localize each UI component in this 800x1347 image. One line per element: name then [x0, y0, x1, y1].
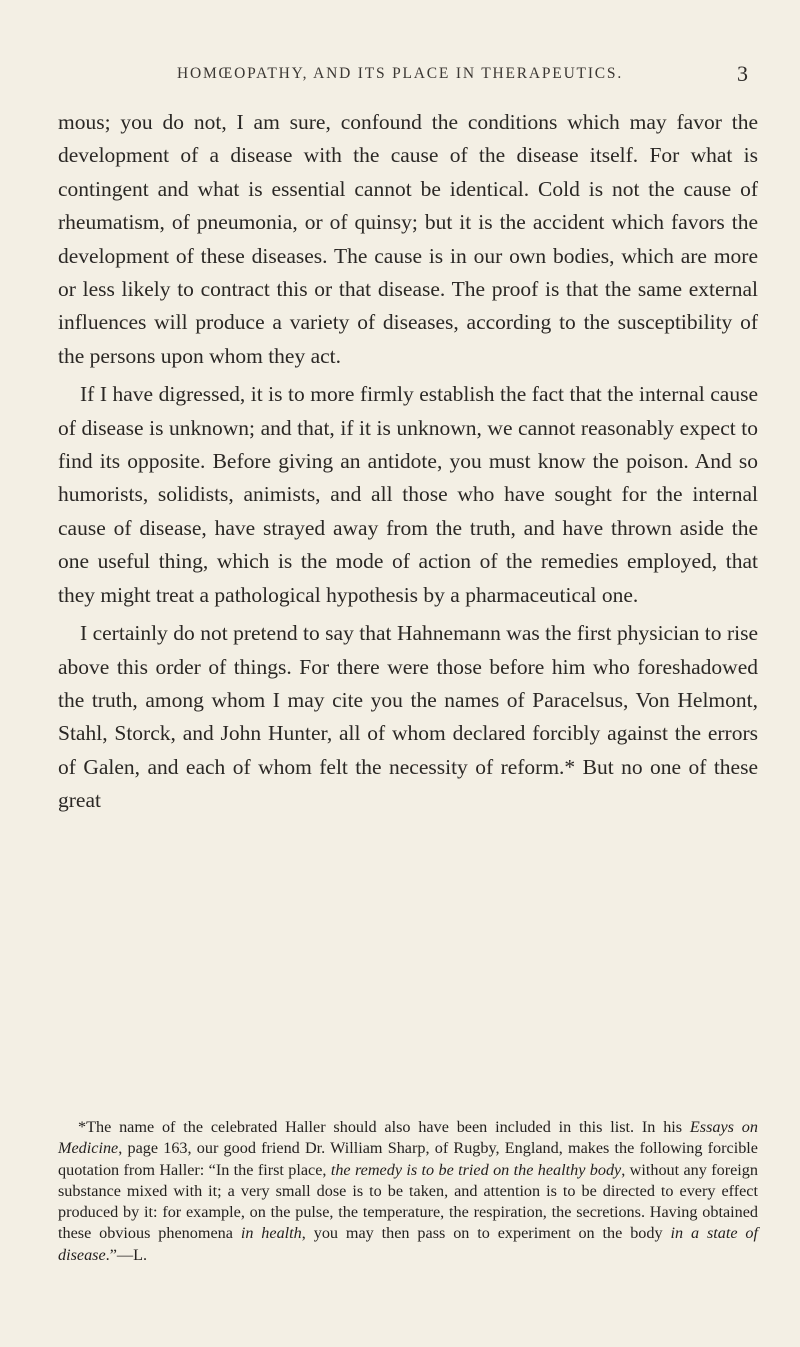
footnote-part: *The name of the celebrated Haller should also have been included in this list. In his: [78, 1118, 690, 1136]
page-number: 3: [737, 61, 748, 86]
footnote: [58, 1117, 758, 1266]
footnote-text: [58, 1117, 758, 1266]
paragraph-continued: mous; you do not, I am sure, confound the conditions which may favor the development of a disease with the cause of the disease itself. For what is contingent and what is essential cannot be identical. Cold is not the cause of rheumatism, of pneumonia, or of quinsy; but it is the accident which favors the development of these diseases. The cause is in our own bodies, which are more or less likely to contract this or that disease. The proof is that the same external influences will produce a variety of diseases, according to the susceptibility of the persons upon whom they act.: [58, 110, 758, 368]
footnote-book-title: Essays on Medicine: [58, 1118, 758, 1158]
body-text: [58, 106, 758, 818]
footnote-emphasis: in a state of disease: [58, 1224, 759, 1264]
running-head: [0, 62, 800, 86]
paragraph: If I have digressed, it is to more firmly establish the fact that the internal cause of disease is unknown; and that, if it is unknown, we cannot reasonably expect to find its opposite. Before giving an antidote, you must know the poison. And so humorists, solidists, animists, and all those who have sought for the internal cause of disease, have strayed away from the truth, and have thrown aside the one useful thing, which is the mode of action of the remedies employed, that they might treat a pathological hypothesis by a pharmaceutical one.: [58, 382, 758, 607]
footnote-part: , page 163, our good friend Dr. William Sharp, of Rugby, England, makes the following forcible quotation from Haller: “In the first place,: [58, 1139, 758, 1179]
footnote-emphasis: in health: [240, 1224, 302, 1243]
running-title: HOMŒOPATHY, AND ITS PLACE IN THERAPEUTICS.: [176, 65, 624, 82]
paragraph: I certainly do not pretend to say that Hahnemann was the first physician to rise above this order of things. For there were those before him who foreshadowed the truth, among whom I may cite you the names of Paracelsus, Von Helmont, Stahl, Storck, and John Hunter, all of whom declared forcibly against the errors of Galen, and each of whom felt the necessity of reform.* But no one of these great: [58, 621, 758, 813]
footnote-part: , you may then pass on to experiment on the body: [301, 1224, 671, 1243]
footnote-part: , without any foreign substance mixed with it; a very small dose is to be taken, and attention is to be directed to every effect produced by it: for example, on the pulse, the temperature, the respiration, the secretions. Having obtained these obvious phenomena: [58, 1160, 758, 1243]
footnote-part: .”—L.: [105, 1245, 148, 1264]
footnote-emphasis: the remedy is to be tried on the healthy body: [330, 1160, 622, 1179]
